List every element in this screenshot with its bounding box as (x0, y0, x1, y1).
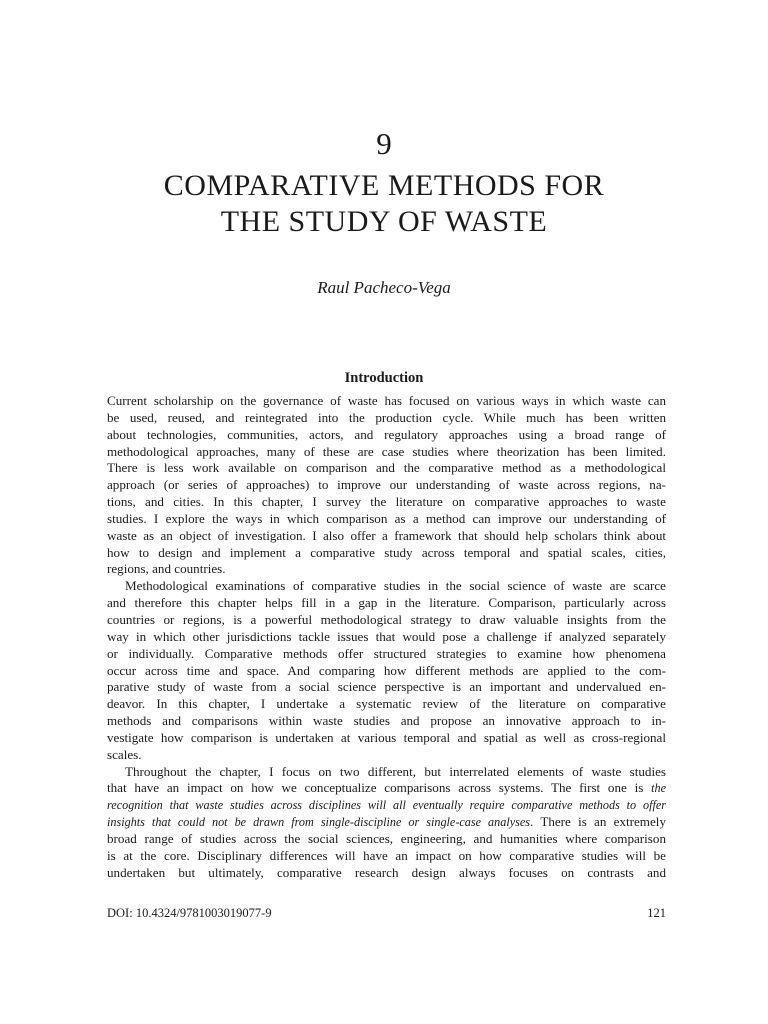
text-line: studies. I explore the ways in which comparison as a method can improve our understanding of (107, 510, 666, 526)
text-line: and therefore this chapter helps fill in a gap in the literature. Comparison, particularly across (107, 595, 666, 611)
text-line: parative study of waste from a social science perspective is an important and undervalued en- (107, 679, 666, 695)
text-line: approach (or series of approaches) to improve our understanding of waste across regions, na- (107, 477, 666, 493)
text-line: regions, and countries. (107, 561, 226, 577)
emphasis-text: recognition that waste studies across disciplines will all eventually require comparative methods to offer (107, 798, 666, 813)
text-run: . There is an extremely (530, 814, 666, 830)
text-line: occur across time and space. And comparing how different methods are applied to the com- (107, 662, 666, 678)
chapter-title-line-1: COMPARATIVE METHODS FOR (163, 169, 605, 202)
emphasis-text: insights that could not be drawn from single-discipline or single-case analyses (107, 815, 531, 830)
text-line: or individually. Comparative methods offer structured strategies to examine how phenomena (107, 645, 666, 661)
body-text (107, 393, 666, 881)
text-line: scales. (107, 746, 142, 762)
chapter-title (0, 168, 768, 240)
text-line: methods and comparisons within waste studies and propose an innovative approach to in- (107, 713, 666, 729)
text-line: be used, reused, and reintegrated into the production cycle. While much has been written (107, 409, 666, 425)
text-line (107, 780, 666, 797)
chapter-number: 9 (376, 126, 392, 161)
text-line: how to design and implement a comparative study across temporal and spatial scales, cities, (107, 544, 666, 560)
text-line: tions, and cities. In this chapter, I survey the literature on comparative approaches to waste (107, 494, 666, 510)
page-number: 121 (647, 906, 666, 920)
text-line: broad range of studies across the social sciences, engineering, and humanities where comparison (107, 830, 666, 846)
text-line: methodological approaches, many of these are case studies where theorization has been limited. (107, 443, 666, 459)
text-line: deavor. In this chapter, I undertake a systematic review of the literature on comparative (107, 696, 666, 712)
author-name: Raul Pacheco-Vega (317, 278, 451, 297)
text-line: about technologies, communities, actors, and regulatory approaches using a broad range of (107, 426, 666, 442)
text-line: There is less work available on comparison and the comparative method as a methodological (107, 460, 666, 476)
text-line: vestigate how comparison is undertaken at various temporal and spatial as well as cross-regional (107, 729, 666, 745)
text-line: Methodological examinations of comparative studies in the social science of waste are scarce (125, 578, 666, 594)
text-line: undertaken but ultimately, comparative research design always focuses on contrasts and (107, 864, 666, 880)
chapter-title-line-2: THE STUDY OF WASTE (220, 205, 548, 238)
section-heading: Introduction (344, 370, 424, 386)
text-line: Current scholarship on the governance of waste has focused on various ways in which waste can (107, 393, 666, 408)
text-line: countries or regions, is a powerful methodological strategy to draw valuable insights from the (107, 611, 666, 627)
text-line: waste as an object of investigation. I also offer a framework that should help scholars think about (107, 527, 666, 543)
text-line: way in which other jurisdictions tackle issues that would pose a challenge if analyzed separately (107, 628, 666, 644)
text-run: that have an impact on how we conceptualize comparisons across systems. The first one is (107, 780, 644, 796)
emphasis-text: the (651, 781, 666, 796)
text-line: is at the core. Disciplinary differences will have an impact on how comparative studies will be (107, 847, 666, 863)
text-line (107, 797, 666, 814)
text-line: Throughout the chapter, I focus on two different, but interrelated elements of waste studies (125, 763, 666, 779)
text-line (107, 814, 666, 831)
doi-link[interactable]: DOI: 10.4324/9781003019077-9 (107, 906, 272, 920)
